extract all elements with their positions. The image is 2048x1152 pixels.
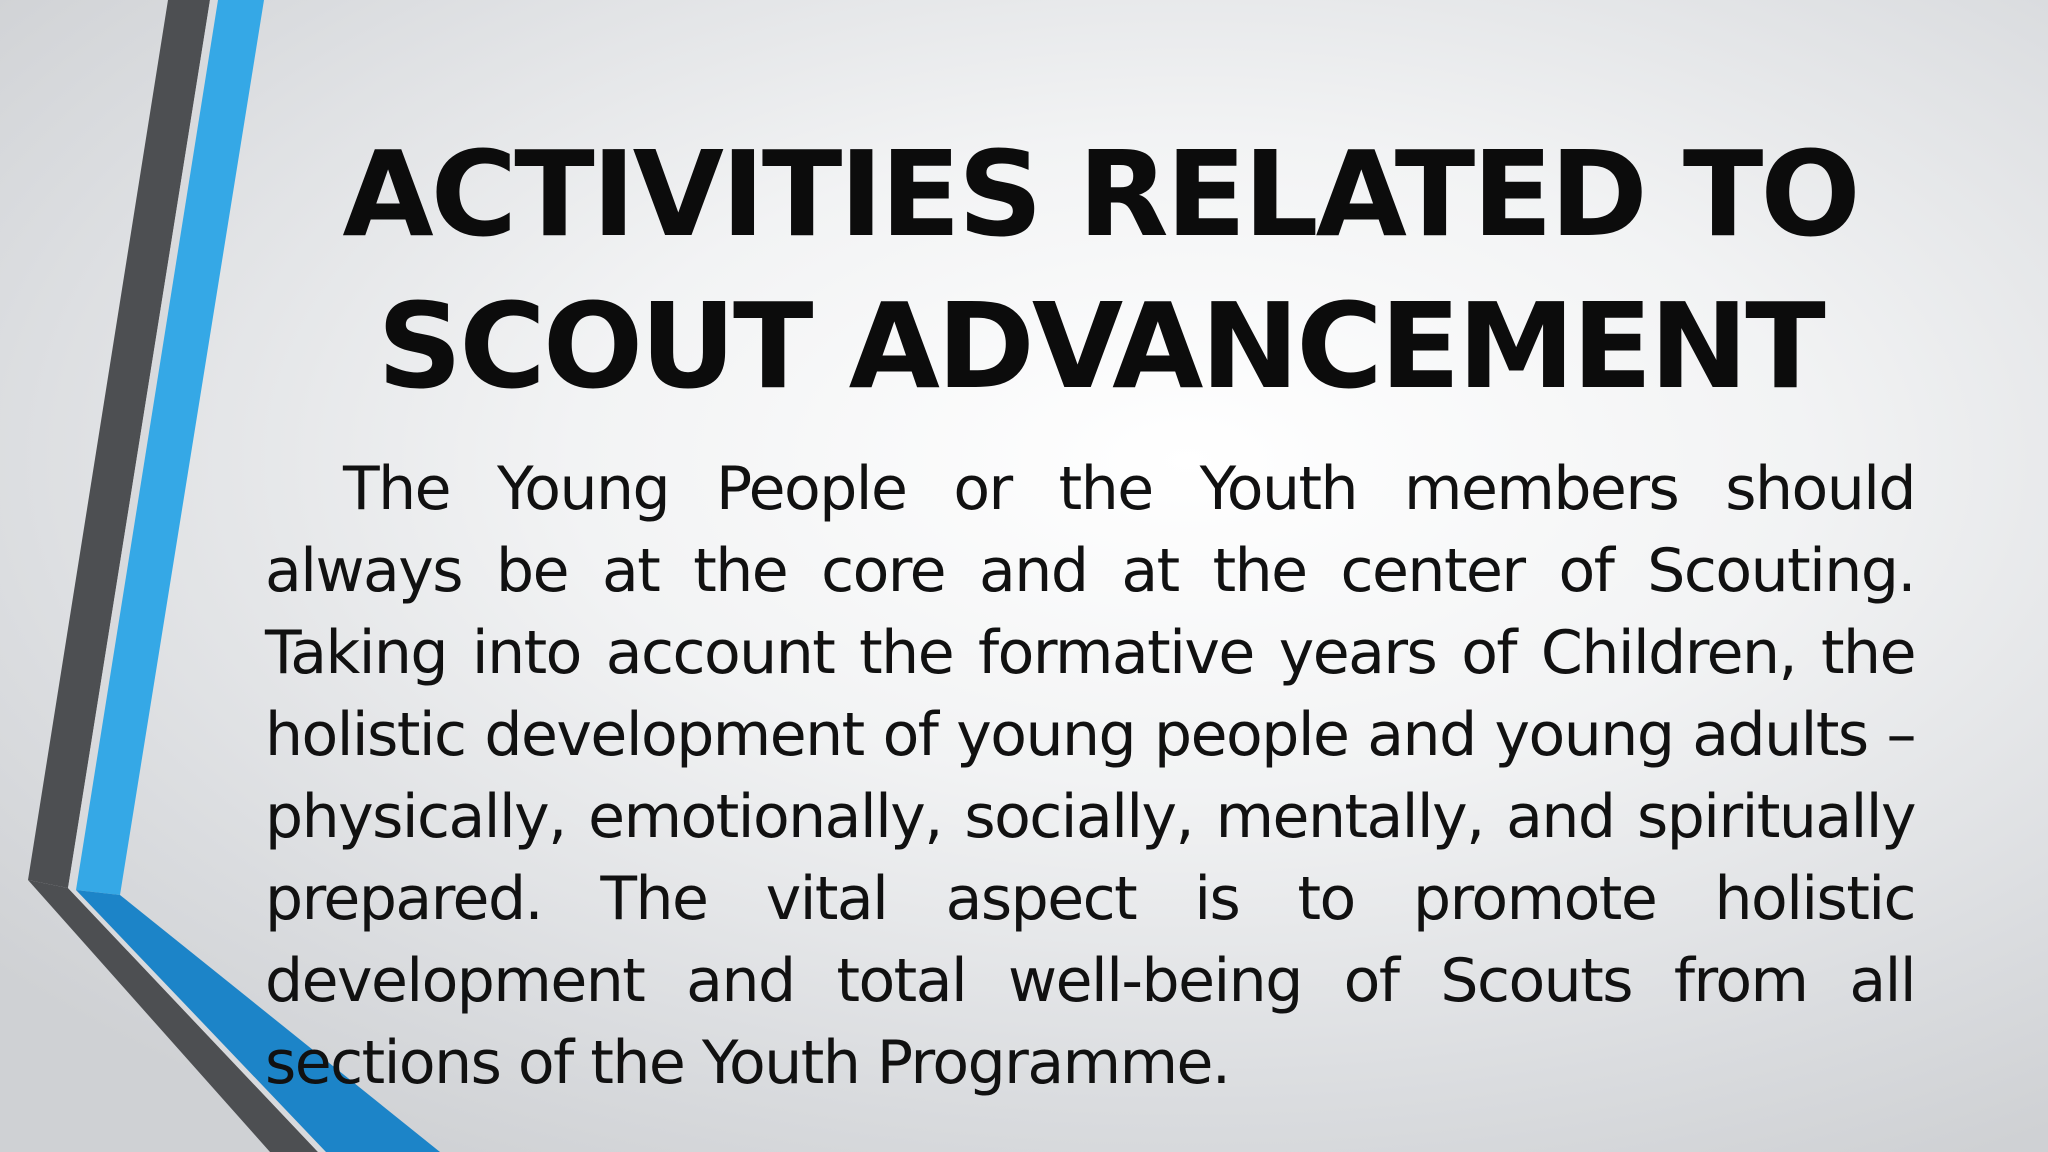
light-separator [68, 0, 218, 890]
body-paragraph: The Young People or the Youth members should always be at the core and at the center of Scouting. Taking into account the formative years of Children, the holistic development of young people and young adults – physically, emotionally, socially, mentally, and spiritually prepared. The vital aspect is to promote holistic development and total well-being of Scouts from all sections of the Youth Programme. [265, 454, 1915, 1098]
title-line-1: ACTIVITIES RELATED TO [342, 125, 1858, 263]
slide-title [330, 118, 1870, 422]
title-line-2: SCOUT ADVANCEMENT [377, 277, 1823, 415]
